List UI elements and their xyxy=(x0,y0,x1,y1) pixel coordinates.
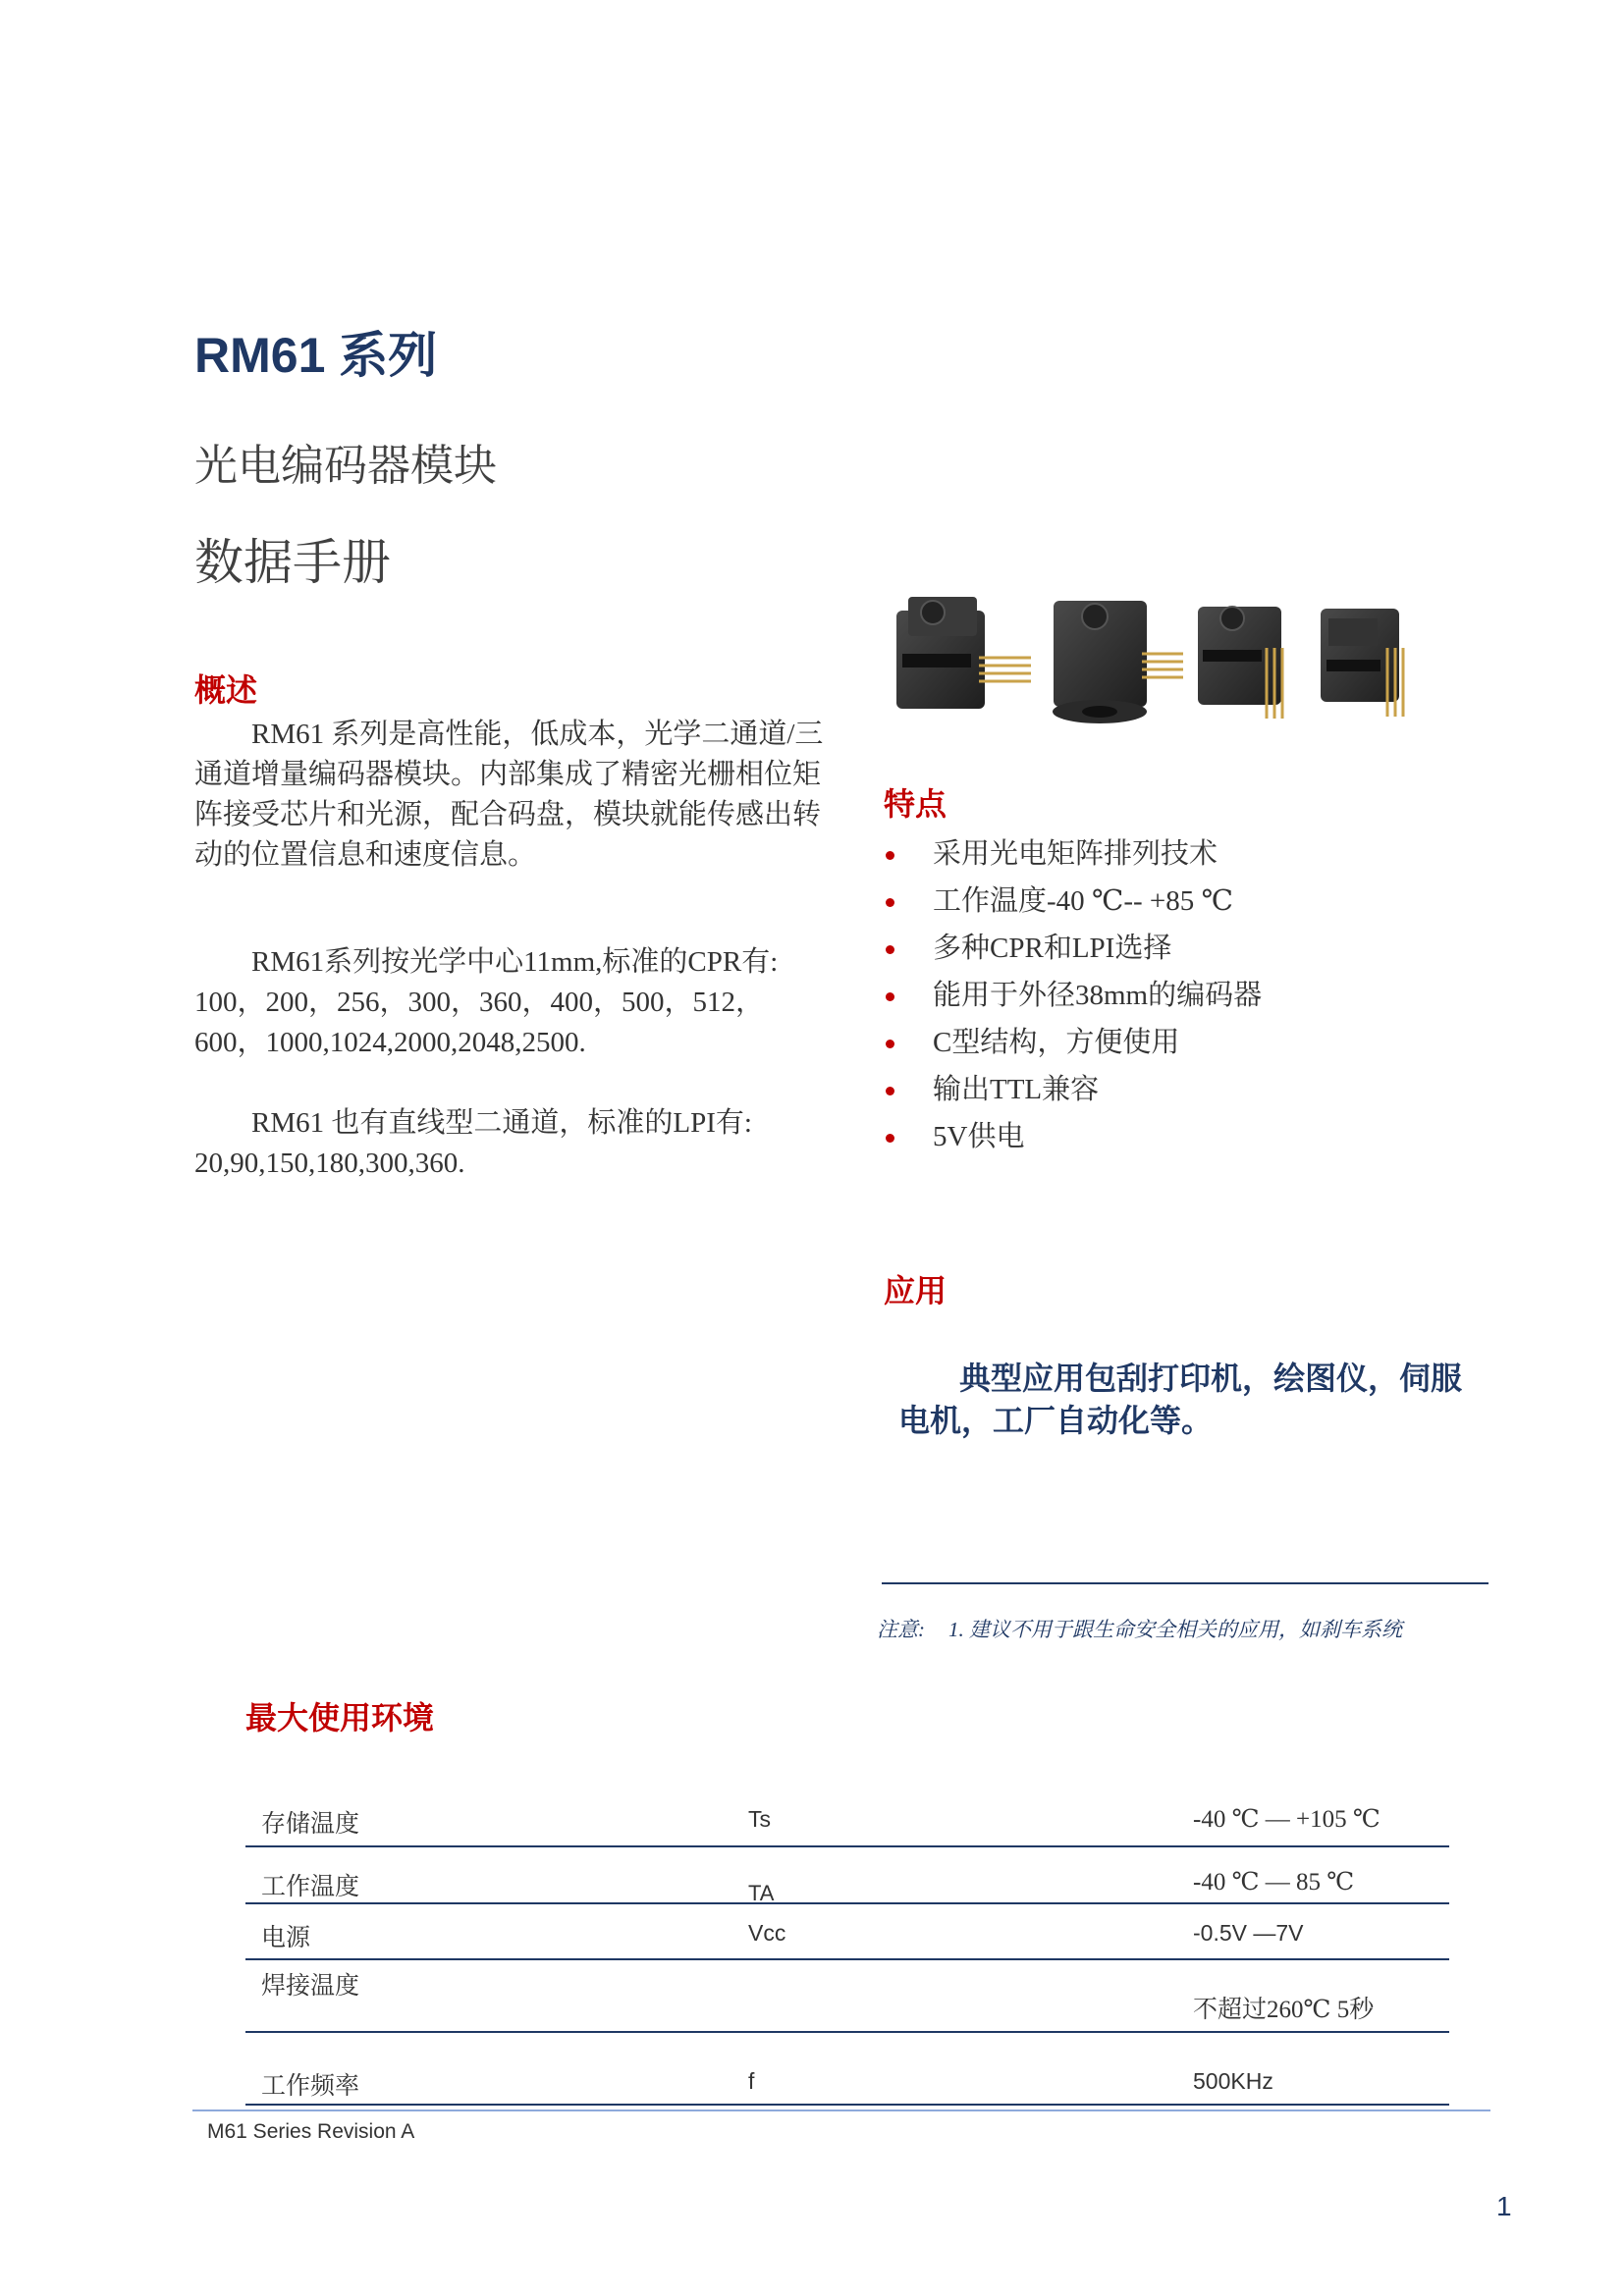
feature-item: C型结构，方便使用 xyxy=(884,1023,1262,1070)
symbol-cell: Vcc xyxy=(748,1920,786,1946)
feature-item: 多种CPR和LPI选择 xyxy=(884,929,1262,976)
table-row xyxy=(245,1777,1449,1847)
feature-item: 工作温度-40 ℃-- +85 ℃ xyxy=(884,881,1262,929)
param-cell: 焊接温度 xyxy=(261,1973,360,2000)
param-cell: 工作温度 xyxy=(261,1874,360,1900)
feature-item: 5V供电 xyxy=(884,1117,1262,1164)
footer-divider xyxy=(192,2109,1490,2111)
overview-paragraph-1: RM61 系列是高性能，低成本，光学二通道/三通道增量编码器模块。内部集成了精密光栅相位矩阵接受芯片和光源，配合码盘，模块就能传感出转动的位置信息和速度信息。 xyxy=(194,719,824,871)
applications-heading: 应用 xyxy=(884,1273,947,1308)
safety-note xyxy=(877,1614,1402,1643)
symbol-cell: f xyxy=(748,2068,755,2094)
note-label: 注意: xyxy=(877,1618,925,1641)
series-title: RM61 系列 xyxy=(194,328,438,383)
feature-item: 输出TTL兼容 xyxy=(884,1070,1262,1117)
value-cell: 500KHz xyxy=(1193,2068,1273,2094)
encoder-module-product-image xyxy=(889,589,1424,731)
value-cell: -40 ℃ — 85 ℃ xyxy=(1193,1869,1355,1896)
overview-paragraph-2: RM61系列按光学中心11mm,标准的CPR有: 100，200，256，300，360，400，500，512，600，1000,1024,2000,2048,2500. xyxy=(194,946,779,1058)
table-row xyxy=(245,1904,1449,1960)
table-row xyxy=(245,1960,1449,2033)
feature-item: 采用光电矩阵排列技术 xyxy=(884,834,1262,881)
table-row xyxy=(245,2033,1449,2106)
value-cell: -40 ℃ — +105 ℃ xyxy=(1193,1806,1380,1833)
table-row xyxy=(245,1847,1449,1904)
overview-heading: 概述 xyxy=(194,672,258,708)
symbol-cell: TA xyxy=(748,1881,775,1905)
document-subtitle: 光电编码器模块 xyxy=(194,442,497,490)
value-cell: 不超过260℃ 5秒 xyxy=(1193,1997,1375,2023)
encoder-module-3 xyxy=(1198,607,1282,719)
features-list xyxy=(884,834,1262,1164)
encoder-module-1 xyxy=(896,597,1031,709)
encoder-module-2 xyxy=(1053,601,1183,723)
param-cell: 工作频率 xyxy=(261,2073,360,2100)
feature-item: 能用于外径38mm的编码器 xyxy=(884,976,1262,1023)
document-type: 数据手册 xyxy=(194,535,391,590)
page-number: 1 xyxy=(1496,2191,1512,2221)
value-cell: -0.5V —7V xyxy=(1193,1920,1304,1946)
overview-paragraph-3: RM61 也有直线型二通道，标准的LPI有: 20,90,150,180,300,360. xyxy=(194,1107,752,1179)
features-heading: 特点 xyxy=(884,786,947,822)
param-cell: 存储温度 xyxy=(261,1811,360,1838)
footer-revision: M61 Series Revision A xyxy=(207,2120,415,2143)
encoder-module-4 xyxy=(1321,609,1403,717)
note-divider xyxy=(882,1582,1489,1584)
ratings-heading: 最大使用环境 xyxy=(245,1700,435,1735)
note-content: 1. 建议不用于跟生命安全相关的应用，如刹车系统 xyxy=(948,1618,1402,1641)
symbol-cell: Ts xyxy=(748,1806,771,1832)
param-cell: 电源 xyxy=(261,1925,311,1951)
applications-text: 典型应用包刮打印机，绘图仪，伺服电机，工厂自动化等。 xyxy=(898,1361,1463,1438)
